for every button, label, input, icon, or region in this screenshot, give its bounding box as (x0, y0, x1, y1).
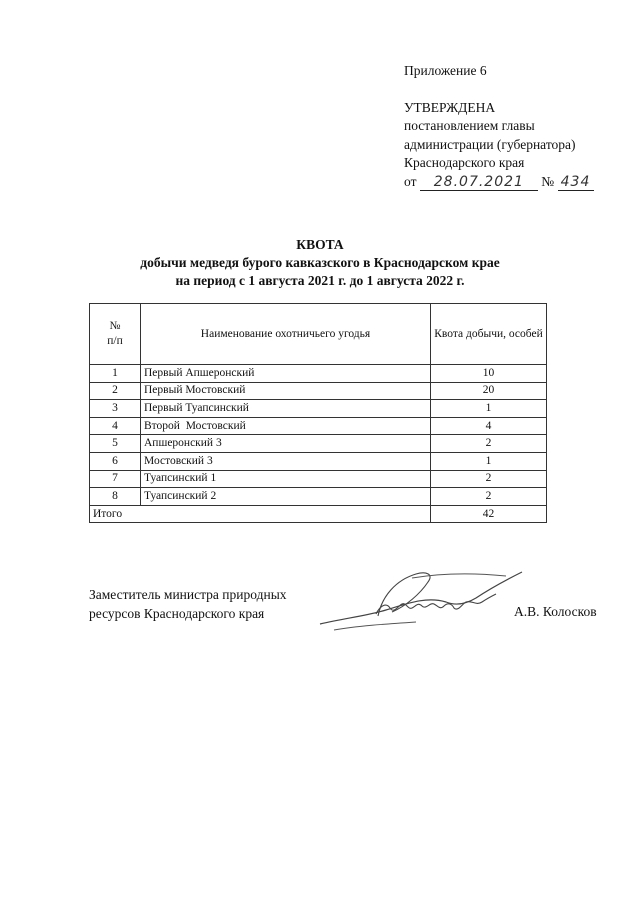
table-row (90, 417, 547, 435)
header-name: Наименование охотничьего угодья (141, 304, 431, 365)
approval-date-line (404, 173, 594, 192)
total-label: Итого (90, 505, 431, 523)
position-line-1: Заместитель министра природных (89, 587, 287, 602)
table-row (90, 435, 547, 453)
number-value: 434 (558, 175, 594, 191)
number-prefix: № (541, 173, 555, 189)
signer-name: А.В. Колосков (514, 604, 597, 619)
row-quota: 1 (431, 400, 547, 418)
title-line-3: на период с 1 августа 2021 г. до 1 августа 2022 г. (175, 273, 465, 288)
approval-block (404, 62, 594, 191)
title-line-1: КВОТА (296, 237, 344, 252)
total-value: 42 (431, 505, 547, 523)
table-row (90, 382, 547, 400)
handwritten-signature (316, 566, 528, 636)
document-title (0, 236, 640, 290)
appendix-label: Приложение 6 (404, 63, 487, 78)
table-row (90, 488, 547, 506)
row-name: Второй Мостовский (141, 417, 431, 435)
header-quota: Квота добычи, особей (431, 304, 547, 365)
table-row (90, 470, 547, 488)
row-quota: 10 (431, 365, 547, 383)
approved-label: УТВЕРЖДЕНА (404, 99, 496, 115)
table-row (90, 452, 547, 470)
row-quota: 2 (431, 488, 547, 506)
row-number: 2 (90, 382, 141, 400)
row-quota: 20 (431, 382, 547, 400)
table-row (90, 365, 547, 383)
row-quota: 1 (431, 452, 547, 470)
row-name: Первый Мостовский (141, 382, 431, 400)
row-number: 1 (90, 365, 141, 383)
row-number: 5 (90, 435, 141, 453)
position-line-2: ресурсов Краснодарского края (89, 605, 265, 621)
row-number: 7 (90, 470, 141, 488)
table-header-row (90, 304, 547, 365)
approval-line-2: администрации (губернатора) (404, 136, 576, 152)
approval-line-3: Краснодарского края (404, 155, 525, 170)
row-name: Первый Туапсинский (141, 400, 431, 418)
row-number: 8 (90, 488, 141, 506)
row-quota: 2 (431, 435, 547, 453)
table-row (90, 400, 547, 418)
row-number: 6 (90, 452, 141, 470)
title-line-2: добычи медведя бурого кавказского в Краснодарском крае (140, 255, 500, 270)
date-prefix: от (404, 173, 417, 189)
quota-table (89, 303, 547, 523)
approval-line-1: постановлением главы (404, 118, 535, 133)
row-number: 3 (90, 400, 141, 418)
date-value: 28.07.2021 (420, 175, 538, 191)
header-number: № п/п (90, 304, 141, 365)
row-name: Туапсинский 1 (141, 470, 431, 488)
row-name: Мостовский 3 (141, 452, 431, 470)
row-quota: 4 (431, 417, 547, 435)
row-name: Туапсинский 2 (141, 488, 431, 506)
signatory-position (89, 586, 287, 623)
table-total-row (90, 505, 547, 523)
row-quota: 2 (431, 470, 547, 488)
row-number: 4 (90, 417, 141, 435)
row-name: Апшеронский 3 (141, 435, 431, 453)
row-name: Первый Апшеронский (141, 365, 431, 383)
